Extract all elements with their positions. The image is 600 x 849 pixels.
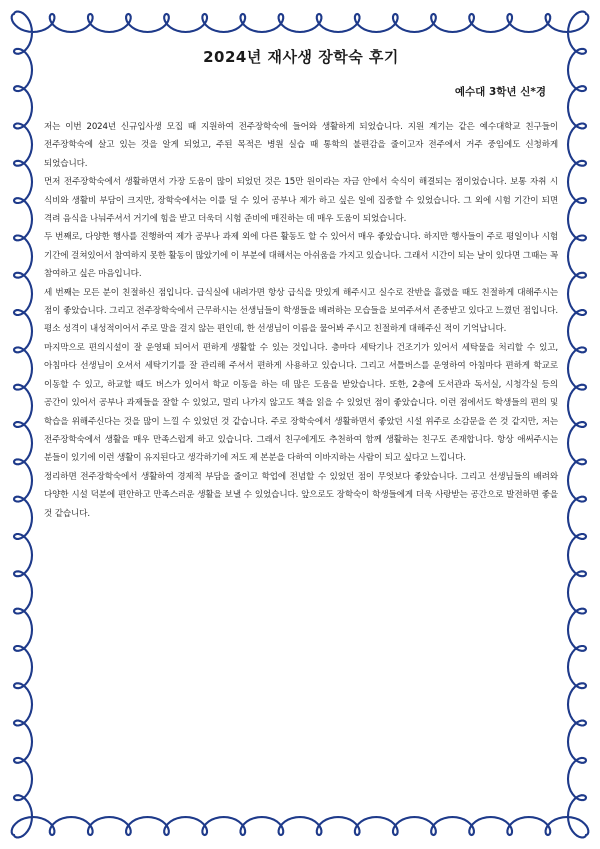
page-title: 2024년 재사생 장학숙 후기 [203, 48, 399, 66]
paragraph: 저는 이번 2024년 신규입사생 모집 때 지원하여 전주장학숙에 들어와 생활하게 되었습니다. 지원 계기는 같은 예수대학교 친구들이 전주장학숙에 살고 있는 것을 알게 되었고, 주된 목적은 병원 실습 때 통학의 불편감을 줄이고자 전주에서 거주 중임에도 신청하게 되었습니다. [44, 122, 558, 169]
body-text [44, 118, 558, 523]
paragraph: 먼저 전주장학숙에서 생활하면서 가장 도움이 많이 되었던 것은 15만 원이라는 자금 안에서 숙식이 해결되는 점이었습니다. 보통 자취 시 식비와 생활비 부담이 크지만, 장학숙에서는 이를 덜 수 있어 공부나 제가 하고 싶은 일에 집중할 수 있었습니다. 그 외에 시험 기간이 되면 격려 음식을 나눠주셔서 거기에 힘을 받고 더욱더 시험 준비에 매진하는 데 매우 도움이 되었습니다. [44, 177, 558, 225]
paragraph: 두 번째로, 다양한 행사를 진행하여 제가 공부나 과제 외에 다른 활동도 할 수 있어서 매우 좋았습니다. 하지만 행사들이 주로 평일이나 시험 기간에 걸쳐있어서 참여하지 못한 활동이 많았기에 이 부분에 대해서는 아쉬움을 가지고 있습니다. 그래서 시간이 되는 날이 있다면 그때는 꼭 참여하고 싶은 마음입니다. [44, 232, 558, 280]
paragraph: 세 번째는 모든 분이 친절하신 점입니다. 급식실에 내려가면 항상 급식을 맛있게 해주시고 실수로 잔반을 흘렸을 때도 친절하게 대해주시는 점이 좋았습니다. 그리고 전주장학숙에서 근무하시는 선생님들이 학생들을 배려하는 모습들을 보여주셔서 존중받고 있다고 느꼈던 점입니다. 평소 성격이 내성적이어서 주로 말을 걸지 않는 편인데, 한 선생님이 이름을 물어봐 주시고 친절하게 대해주신 적이 기억납니다. [44, 287, 558, 335]
paragraph: 마지막으로 편의시설이 잘 운영돼 되어서 편하게 생활할 수 있는 것입니다. 층마다 세탁기나 건조기가 있어서 세탁물을 처리할 수 있고, 아침마다 선생님이 오셔서 세탁기기를 잘 관리해 주셔서 편하게 사용하고 있습니다. 그리고 셔틀버스를 운영하여 아침마다 편하게 학교로 이동할 수 있고, 하교할 때도 버스가 있어서 학교 이동을 하는 데 많은 도움을 받았습니다. 또한, 2층에 도서관과 독서실, 시청각실 등의 공간이 있어서 공부나 과제들을 잘할 수 있었고, 멀리 나가지 않고도 책을 읽을 수 있었던 점이 좋았습니다. 이런 점에서도 학생들의 편의 및 학습을 위해주신다는 것을 많이 느낄 수 있었던 것 같습니다. 주로 장학숙에서 생활하면서 좋았던 시설 위주로 소감문을 쓴 것 같지만, 저는 전주장학숙에서 생활을 매우 만족스럽게 하고 있습니다. 그래서 친구에게도 추천하여 함께 생활하는 친구도 존재합니다. 항상 애써주시는 분들이 있기에 이런 생활이 유지된다고 생각하기에 저도 제 본분을 다하여 이바지하는 사람이 되고 싶다고 느낍니다. [44, 342, 558, 464]
document-page [44, 46, 558, 523]
paragraph: 정리하면 전주장학숙에서 생활하여 경제적 부담을 줄이고 학업에 전념할 수 있었던 점이 무엇보다 좋았습니다. 그리고 선생님들의 배려와 다양한 시설 덕분에 편안하고 만족스러운 생활을 보낼 수 있었습니다. 앞으로도 장학숙이 학생들에게 더욱 사랑받는 공간으로 발전하면 좋을 것 같습니다. [44, 471, 558, 519]
author-line: 예수대 3학년 신*경 [454, 86, 546, 98]
